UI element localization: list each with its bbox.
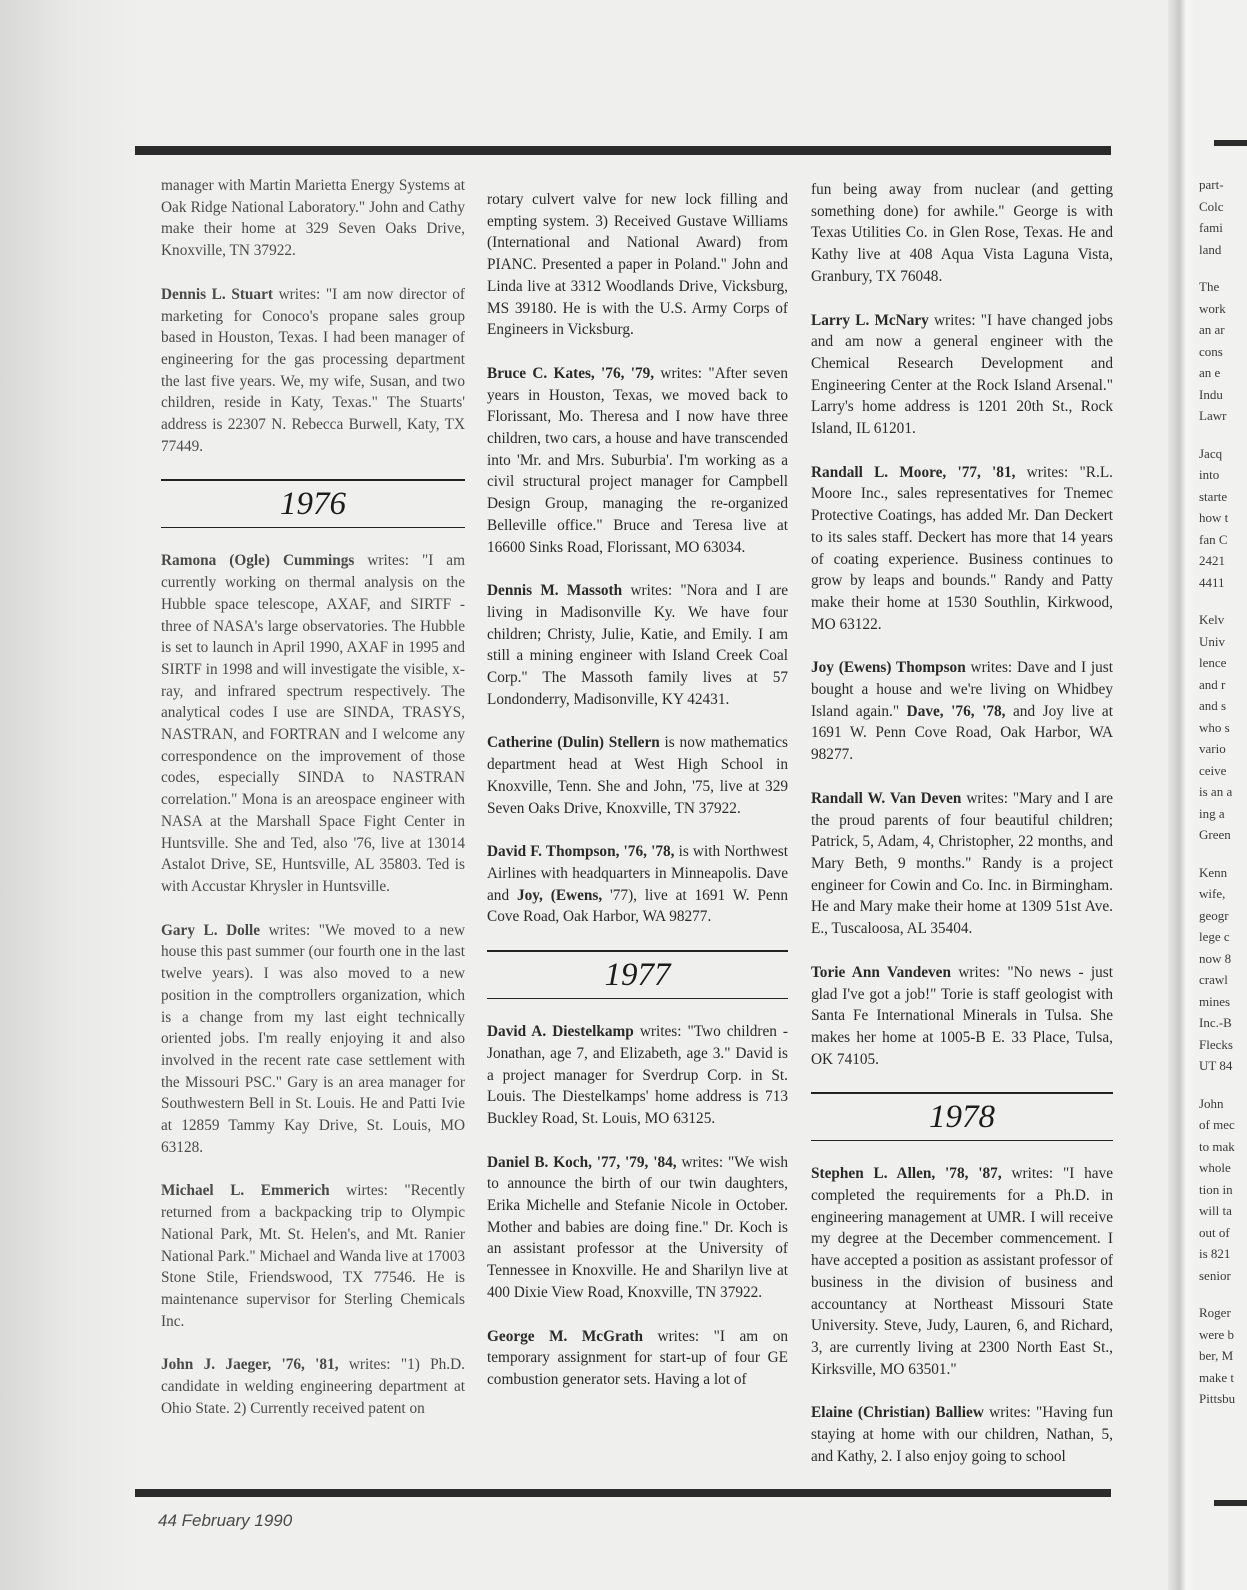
edge-text-fragment: Inc.-B	[1199, 1015, 1232, 1030]
note-text: writes: "I am currently working on thermal analysis on the Hubble space telescope, AXAF, and SIRTF - three of NASA's large observatories. The Hubble is set to launch in April 1990, AXAF in 1995 and SIRTF in 1998 and will investigate the visible, x-ray, and infrared spectrum respectively. The analytical codes I use are SINDA, TRASYS, NASTRAN, and FORTRAN and I welcome any correspondence on the improvement of those codes, especially SINDA to NASTRAN correlation." Mona is an areospace engineer with NASA at the Marshall Space Fight Center in Huntsville. She and Ted, also '76, live at 13014 Astalot Drive, SE, Huntsville, AL 35803. Ted is with Accustar Khrysler in Huntsville.	[161, 552, 465, 895]
alumnus-name: David A. Diestelkamp	[487, 1023, 634, 1041]
class-note	[811, 1163, 1113, 1380]
edge-text-fragment: Jacq	[1199, 445, 1223, 461]
class-year: 1976	[280, 485, 346, 522]
note-text: wirtes: "Recently returned from a backpacking trip to Olympic National Park, Mt. St. Helen's, and Mt. Ranier National Park." Michael and Wanda live at 17003 Stone Stile, Friendswood, TX 77546. He is maintenance supervisor for Sterling Chemicals Inc.	[161, 1182, 465, 1330]
alumnus-name: Ramona (Ogle) Cummings	[161, 552, 355, 570]
alumnus-name: Gary L. Dolle	[161, 921, 261, 939]
edge-text-fragment: and s	[1199, 698, 1227, 713]
note-text: writes: "Nora and I are living in Madisonville Ky. We have four children; Christy, Julie, Katie, and Emily. I am still a mining engineer with Island Creek Coal Corp." The Massoth family lives at 57 Londonderry, Madisonville, KY 42431.	[487, 582, 788, 708]
edge-text-fragment: ing a	[1199, 805, 1225, 821]
edge-text-fragment: whole	[1199, 1160, 1231, 1175]
top-rule-fragment	[1214, 140, 1247, 146]
year-heading	[487, 950, 788, 999]
note-text: writes: "Two children - Jonathan, age 7, and Elizabeth, age 3." David is a project manager for Sverdrup Corp. in St. Louis. The Diestelkamps' home address is 713 Buckley Road, St. Louis, MO 63125.	[487, 1023, 789, 1127]
edge-text-fragment: John	[1199, 1095, 1224, 1111]
edge-text-fragment: is an a	[1199, 784, 1233, 799]
class-note	[161, 1354, 465, 1419]
class-note	[161, 284, 465, 458]
edge-text-fragment: Kelv	[1199, 612, 1225, 627]
column-3	[811, 179, 1113, 1489]
note-text: writes: "We wish to announce the birth of our twin daughters, Erika Michelle and Stefanie Nicole in October. Mother and babies are doing fine." Dr. Koch is an assistant professor at the University of Tennessee in Knoxville. He and Sharilyn live at 400 Dixie View Road, Knoxville, TN 37922.	[487, 1153, 788, 1301]
edge-text-fragment: part-	[1199, 177, 1224, 192]
divider	[161, 527, 465, 529]
note-text: writes: "No news - just glad I've got a job!" Torie is staff geologist with Santa Fe International Minerals in Tulsa. She makes her home at 1005-B E. 33 Place, Tulsa, OK 74105.	[811, 963, 1114, 1068]
alumnus-name: Dennis L. Stuart	[161, 285, 273, 303]
class-note	[161, 1180, 465, 1332]
edge-text-fragment: Univ	[1199, 633, 1225, 649]
alumnus-name: Joy, (Ewens,	[516, 886, 603, 904]
edge-text-fragment: The	[1199, 279, 1220, 294]
class-note	[811, 179, 1113, 288]
class-note	[487, 1021, 788, 1130]
class-year: 1978	[929, 1098, 995, 1135]
note-text: writes: "We moved to a new house this past summer (our fourth one in the last twelve years). I was also moved to a new position in the comptrollers organization, which is a change from my last eight technically oriented jobs. I'm really enjoying it and also involved in the recent rate case settlement with the Missouri PSC." Gary is an area manager for Southwestern Bell in St. Louis. He and Patti Ivie at 12859 Tammy Kay Drive, St. Louis, MO 63128.	[161, 921, 465, 1156]
note-text: writes: "Having fun staying at home with our children, Nathan, 5, and Kathy, 2. I also enjoy going to school	[811, 1404, 1113, 1465]
edge-text-fragment: lence	[1199, 655, 1227, 670]
edge-text-fragment: is 821	[1199, 1246, 1231, 1261]
edge-text-fragment: ber, M	[1199, 1348, 1234, 1363]
edge-text-fragment: Colc	[1199, 198, 1224, 214]
edge-text-fragment: Lawr	[1199, 408, 1227, 423]
edge-text-fragment: how t	[1199, 510, 1229, 525]
edge-text-fragment: Indu	[1199, 386, 1223, 402]
edge-text-fragment: who s	[1199, 719, 1230, 735]
class-note	[811, 462, 1113, 636]
note-text: manager with Martin Marietta Energy Systems at Oak Ridge National Laboratory." John and Cathy make their home at 329 Seven Oaks Drive, Knoxville, TN 37922.	[161, 177, 465, 260]
alumnus-name: Stephen L. Allen, '78, '87,	[811, 1165, 1002, 1183]
edge-text-fragment: tion in	[1199, 1181, 1233, 1197]
year-heading	[161, 479, 465, 528]
book-gutter	[1168, 0, 1194, 1590]
alumnus-name: Larry L. McNary	[811, 311, 929, 329]
edge-text-fragment: senior	[1199, 1267, 1231, 1283]
alumnus-name: Torie Ann Vandeven	[811, 963, 951, 981]
note-text: '77), live at 1691 W. Penn Cove Road, Oak Harbor, WA 98277.	[487, 886, 788, 926]
edge-text-fragment: Flecks	[1199, 1036, 1233, 1052]
edge-text-fragment: vario	[1199, 741, 1226, 756]
edge-text-fragment: Green	[1199, 827, 1231, 842]
edge-text-fragment: wife,	[1199, 886, 1226, 901]
edge-text-fragment: mines	[1199, 993, 1231, 1009]
divider	[811, 1140, 1113, 1142]
class-note	[487, 189, 788, 341]
edge-text-fragment: Kenn	[1199, 864, 1228, 880]
edge-text-fragment: to mak	[1199, 1138, 1235, 1154]
note-text: writes: "I have completed the requirements for a Ph.D. in engineering management at UMR. I will receive my degree at the December commencement. I have accepted a position as assistant professor of business in the division of business and accountancy at Northeast Missouri State University. Steve, Judy, Lauren, 6, and Richard, 3, are currently living at 2300 North East St., Kirksville, MO 63501."	[811, 1165, 1113, 1378]
alumnus-name: Daniel B. Koch, '77, '79, '84,	[487, 1153, 677, 1171]
column-2	[487, 189, 788, 1413]
page-footer: 44 February 1990	[158, 1511, 293, 1530]
edge-text-fragment: Roger	[1199, 1305, 1231, 1320]
edge-text-fragment: ceive	[1199, 762, 1227, 778]
edge-text-fragment: starte	[1199, 488, 1228, 504]
alumnus-name: Randall W. Van Deven	[811, 789, 962, 807]
edge-text-fragment: an e	[1199, 365, 1221, 380]
alumnus-name: Joy (Ewens) Thompson	[811, 659, 966, 677]
class-note	[811, 788, 1113, 940]
divider	[487, 998, 788, 1000]
alumnus-name: Dave, '76, '78,	[906, 702, 1006, 720]
top-rule	[135, 146, 1111, 155]
edge-text-fragment: will ta	[1199, 1203, 1232, 1218]
class-note	[487, 580, 788, 710]
facing-page-edge	[1194, 0, 1247, 1590]
note-text: writes: "After seven years in Houston, Texas, we moved back to Florissant, Mo. Theresa and I now have three children, two cars, a house and have transcended into 'Mr. and Mrs. Suburbia'. I'm working as a civil structural project manager for Campbell Design Group, managing the re-organized Belleville office." Bruce and Teresa live at 16600 Sinks Road, Florissant, MO 63034.	[487, 364, 788, 556]
edge-text-fragment: an ar	[1199, 322, 1225, 337]
alumnus-name: John J. Jaeger, '76, '81,	[161, 1356, 339, 1374]
note-text: writes: "I am now director of marketing for Conoco's propane sales group based in Houston, Texas. I had been manager of engineering for the gas processing department the last five years. We, my wife, Susan, and two children, reside in Katy, Texas." The Stuarts' address is 22307 N. Rebecca Burwell, Katy, TX 77449.	[161, 285, 465, 455]
note-text: writes: "1) Ph.D. candidate in welding engineering department at Ohio State. 2) Currently received patent on	[161, 1356, 465, 1417]
note-text: writes: "I have changed jobs and am now a general engineer with the Chemical Research Development and Engineering Center at the Rock Island Arsenal." Larry's home address is 1201 20th St., Rock Island, IL 61201.	[811, 311, 1113, 438]
edge-text-fragment: into	[1199, 467, 1220, 482]
class-note	[161, 175, 465, 262]
note-text: writes: "R.L. Moore Inc., sales representatives for Tnemec Protective Coatings, has added Mr. Dan Deckert to its sales staff. Deckert has more that 14 years of coating experience. Business continues to grow by leaps and bounds." Randy and Patty make their home at 1530 Southlin, Kirkwood, MO 63122.	[811, 463, 1113, 633]
class-note	[487, 363, 788, 558]
alumnus-name: Michael L. Emmerich	[161, 1182, 330, 1200]
class-note	[487, 732, 788, 819]
edge-text-fragment: and r	[1199, 676, 1226, 692]
class-note	[487, 841, 788, 928]
edge-text-fragment: crawl	[1199, 972, 1228, 987]
edge-text-fragment: 4411	[1199, 574, 1225, 590]
edge-text-fragment: were b	[1199, 1326, 1235, 1342]
note-text: is now mathematics department head at West High School in Knoxville, Tenn. She and John, '75, live at 329 Seven Oaks Drive, Knoxville, TN 37922.	[487, 734, 788, 817]
alumnus-name: David F. Thompson, '76, '78,	[487, 843, 675, 861]
edge-text-fragment: geogr	[1199, 907, 1229, 923]
note-text: writes: "Mary and I are the proud parents of four beautiful children; Patrick, 5, Adam, 4, Christopher, 22 months, and Mary Beth, 9 months." Randy is a project engineer for Cowin and Co. Inc. in Birmingham. He and Mary make their home at 1309 51st Ave. E., Tuscaloosa, AL 35404.	[811, 789, 1113, 938]
bottom-rule	[135, 1489, 1111, 1497]
alumnus-name: Catherine (Dulin) Stellern	[487, 734, 660, 752]
edge-text-fragment: of mec	[1199, 1117, 1235, 1132]
edge-text-fragment: now 8	[1199, 950, 1232, 966]
note-text: rotary culvert valve for new lock filling and empting system. 3) Received Gustave Williams (International and National Award) from PIANC. Presented a paper in Poland." John and Linda live at 3312 Woodlands Drive, Vicksburg, MS 39180. He is with the U.S. Army Corps of Engineers in Vicksburg.	[487, 191, 788, 339]
edge-text-fragment: land	[1199, 241, 1222, 257]
edge-text-fragment: cons	[1199, 343, 1223, 359]
edge-text-fragment: out of	[1199, 1224, 1230, 1240]
note-text: is with Northwest Airlines with headquarters in Minneapolis. Dave and	[487, 843, 788, 904]
note-text: and Joy live at 1691 W. Penn Cove Road, Oak Harbor, WA 98277.	[811, 702, 1113, 764]
class-note	[811, 1402, 1113, 1467]
edge-text-fragment: fami	[1199, 220, 1223, 235]
class-note	[811, 310, 1113, 440]
year-heading	[811, 1092, 1113, 1141]
note-text: writes: "I am on temporary assignment for start-up of four GE combustion generator sets. Having a lot of	[487, 1327, 788, 1388]
note-text: writes: Dave and I just bought a house and we're living on Whidbey Island again."	[811, 659, 1113, 720]
edge-text-fragment: UT 84	[1199, 1058, 1233, 1073]
edge-text-fragment: fan C	[1199, 531, 1228, 547]
column-1	[161, 175, 465, 1441]
alumnus-name: Dennis M. Massoth	[487, 582, 623, 600]
class-note	[487, 1152, 788, 1304]
alumnus-name: Randall L. Moore, '77, '81,	[811, 463, 1016, 481]
alumnus-name: George M. McGrath	[487, 1327, 644, 1345]
alumnus-name: Elaine (Christian) Balliew	[811, 1404, 984, 1422]
edge-text-fragment: Pittsbu	[1199, 1391, 1236, 1406]
edge-text-fragment: lege c	[1199, 929, 1230, 944]
note-text: fun being away from nuclear (and getting something done) for awhile." George is with Texas Utilities Co. in Glen Rose, Texas. He and Kathy live at 408 Aqua Vista Laguna Vista, Granbury, TX 76048.	[811, 181, 1113, 285]
class-note	[811, 657, 1113, 766]
edge-text-fragment: make t	[1199, 1369, 1235, 1385]
class-note	[161, 550, 465, 897]
class-note	[487, 1326, 788, 1391]
class-note	[811, 962, 1113, 1071]
bottom-rule-fragment	[1214, 1500, 1247, 1506]
edge-text-fragment: work	[1199, 300, 1226, 316]
edge-text-fragment: 2421	[1199, 553, 1225, 568]
class-note	[161, 920, 465, 1159]
class-year: 1977	[604, 956, 671, 993]
alumnus-name: Bruce C. Kates, '76, '79,	[487, 364, 655, 382]
